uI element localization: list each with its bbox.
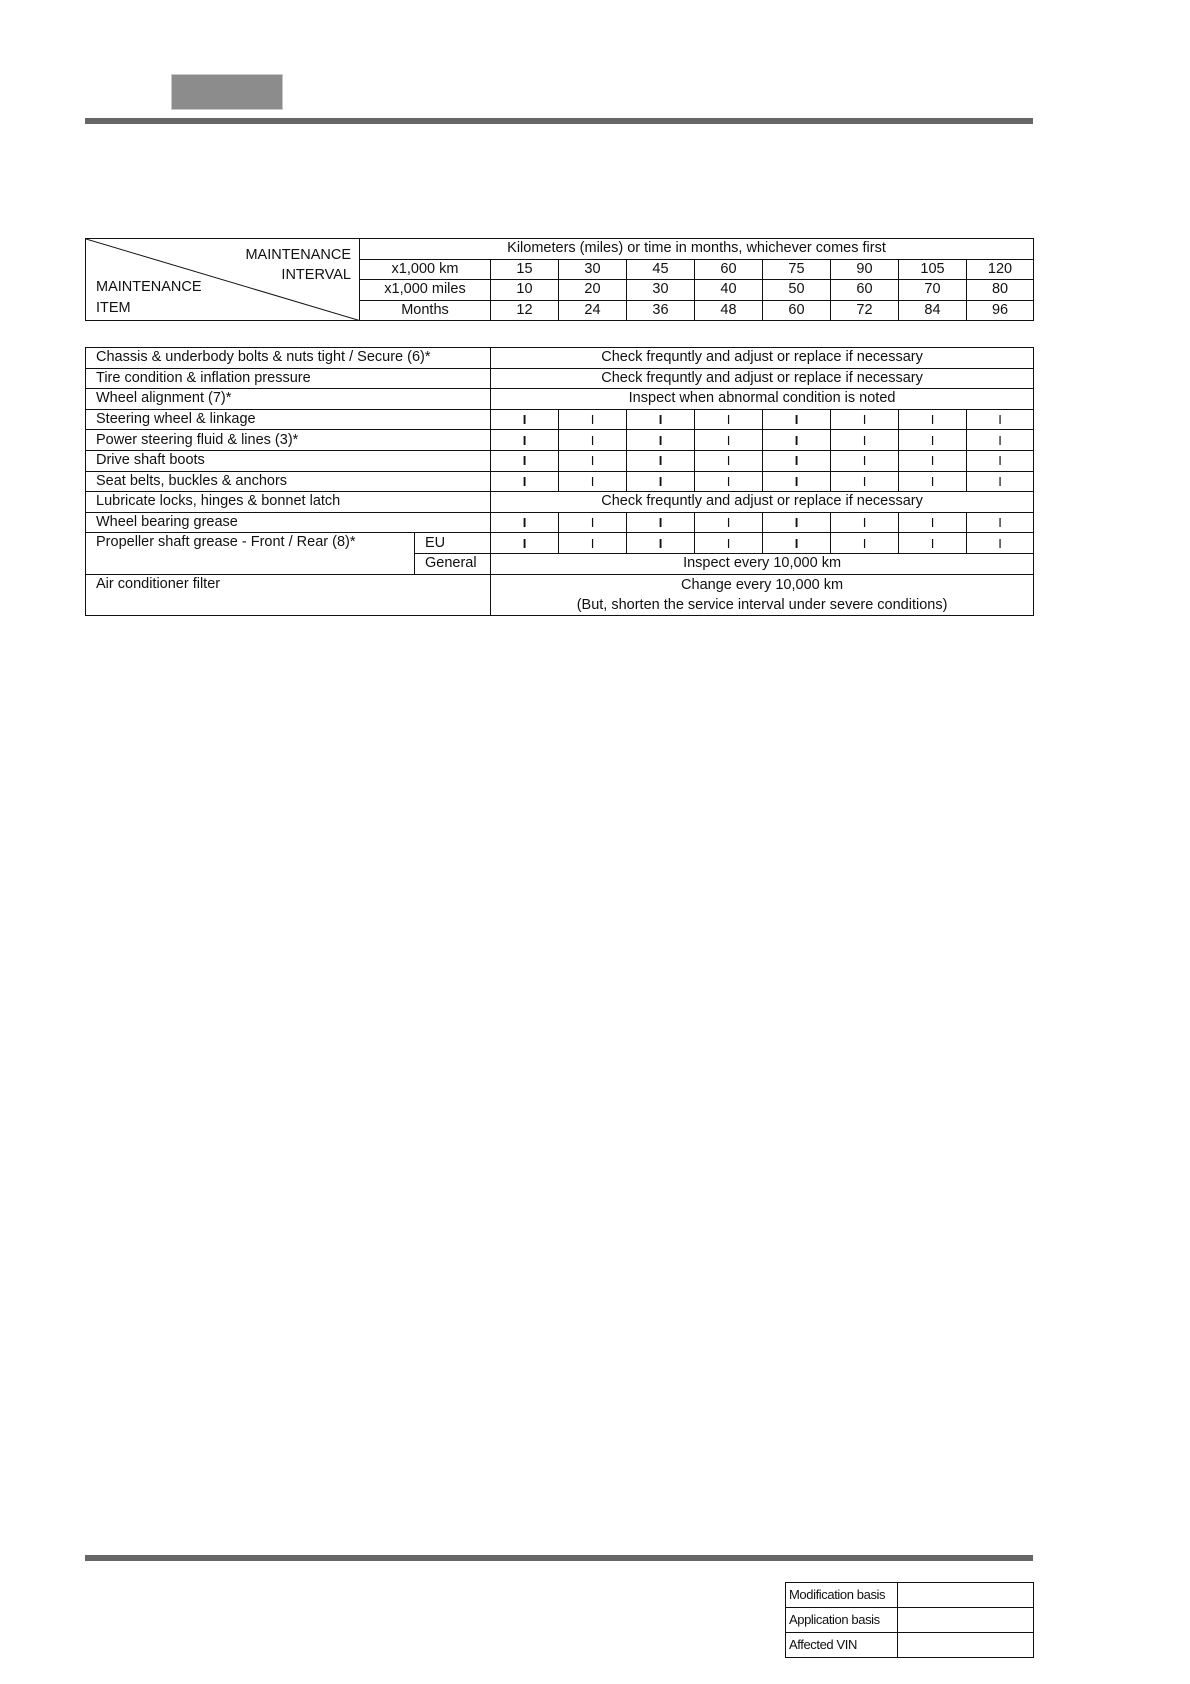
- inspect-mark: I: [559, 533, 627, 554]
- corner-bottom-line2: ITEM: [96, 300, 131, 316]
- inspect-mark: I: [763, 533, 831, 554]
- inspect-mark: I: [491, 409, 559, 430]
- inspect-mark: I: [899, 471, 967, 492]
- item-name: Drive shaft boots: [86, 450, 491, 471]
- item-name: Steering wheel & linkage: [86, 409, 491, 430]
- inspect-mark: I: [627, 471, 695, 492]
- interval-label: Months: [360, 300, 491, 321]
- inspect-mark: I: [899, 450, 967, 471]
- item-name: Wheel bearing grease: [86, 512, 491, 533]
- footer-value: [898, 1583, 1034, 1608]
- table-row: [86, 471, 1034, 492]
- table-row: [86, 492, 1034, 513]
- interval-value: 84: [899, 300, 967, 321]
- inspect-mark: I: [831, 430, 899, 451]
- inspect-mark: I: [559, 471, 627, 492]
- interval-value: 48: [695, 300, 763, 321]
- interval-value: 30: [559, 259, 627, 280]
- revision-info-table: [785, 1582, 1034, 1658]
- inspect-mark: I: [695, 409, 763, 430]
- inspect-mark: I: [967, 512, 1034, 533]
- item-name: Air conditioner filter: [86, 574, 491, 615]
- interval-value: 90: [831, 259, 899, 280]
- inspect-mark: I: [899, 430, 967, 451]
- item-name: Tire condition & inflation pressure: [86, 368, 491, 389]
- item-name: Propeller shaft grease - Front / Rear (8)*: [86, 533, 415, 574]
- table-row: [86, 348, 1034, 369]
- interval-label: x1,000 km: [360, 259, 491, 280]
- interval-value: 60: [831, 280, 899, 301]
- inspect-mark: I: [627, 512, 695, 533]
- inspect-mark: I: [627, 409, 695, 430]
- item-span-note: Inspect every 10,000 km: [491, 553, 1034, 574]
- inspect-mark: I: [627, 430, 695, 451]
- interval-value: 120: [967, 259, 1034, 280]
- interval-value: 36: [627, 300, 695, 321]
- interval-value: 50: [763, 280, 831, 301]
- item-span-note: [491, 574, 1034, 615]
- item-name: Wheel alignment (7)*: [86, 389, 491, 410]
- footer-value: [898, 1608, 1034, 1633]
- corner-header-cell: [86, 239, 360, 321]
- inspect-mark: I: [491, 512, 559, 533]
- inspect-mark: I: [559, 512, 627, 533]
- inspect-mark: I: [899, 409, 967, 430]
- item-span-note: Check frequntly and adjust or replace if necessary: [491, 492, 1034, 513]
- inspect-mark: I: [763, 409, 831, 430]
- inspect-mark: I: [559, 430, 627, 451]
- footer-label: Application basis: [786, 1608, 898, 1633]
- interval-value: 15: [491, 259, 559, 280]
- inspect-mark: I: [967, 430, 1034, 451]
- inspect-mark: I: [967, 533, 1034, 554]
- inspect-mark: I: [967, 409, 1034, 430]
- interval-value: 40: [695, 280, 763, 301]
- interval-label: x1,000 miles: [360, 280, 491, 301]
- top-rule: [85, 118, 1033, 124]
- inspect-mark: I: [763, 430, 831, 451]
- inspect-mark: I: [491, 450, 559, 471]
- inspect-mark: I: [763, 450, 831, 471]
- table-row: [86, 430, 1034, 451]
- interval-value: 105: [899, 259, 967, 280]
- interval-value: 12: [491, 300, 559, 321]
- item-name: Power steering fluid & lines (3)*: [86, 430, 491, 451]
- interval-value: 75: [763, 259, 831, 280]
- table-row: [786, 1633, 1034, 1658]
- sub-item-label: General: [415, 553, 491, 574]
- inspect-mark: I: [695, 430, 763, 451]
- inspect-mark: I: [763, 512, 831, 533]
- table-row: [86, 450, 1034, 471]
- inspect-mark: I: [899, 533, 967, 554]
- interval-value: 24: [559, 300, 627, 321]
- table-row: [786, 1608, 1034, 1633]
- corner-bottom-line1: MAINTENANCE: [96, 279, 202, 295]
- note-line-1: Change every 10,000 km: [681, 576, 844, 593]
- inspect-mark: I: [559, 450, 627, 471]
- note-line-2: (But, shorten the service interval under severe conditions): [576, 596, 948, 613]
- table-row: [86, 409, 1034, 430]
- inspect-mark: I: [831, 450, 899, 471]
- item-span-note: Check frequntly and adjust or replace if necessary: [491, 368, 1034, 389]
- footer-label: Modification basis: [786, 1583, 898, 1608]
- interval-value: 45: [627, 259, 695, 280]
- maintenance-items-table: [85, 347, 1034, 616]
- inspect-mark: I: [695, 512, 763, 533]
- table-row: [86, 533, 1034, 554]
- header-tab: [171, 74, 283, 110]
- interval-value: 30: [627, 280, 695, 301]
- inspect-mark: I: [491, 430, 559, 451]
- corner-top-line1: MAINTENANCE: [245, 247, 351, 263]
- interval-span-title: Kilometers (miles) or time in months, whichever comes first: [360, 239, 1034, 260]
- interval-table: [85, 238, 1034, 321]
- table-row: [86, 574, 1034, 615]
- sub-item-label: EU: [415, 533, 491, 554]
- inspect-mark: I: [831, 533, 899, 554]
- bottom-rule: [85, 1555, 1033, 1561]
- table-row: [86, 389, 1034, 410]
- inspect-mark: I: [627, 450, 695, 471]
- inspect-mark: I: [967, 450, 1034, 471]
- item-name: Seat belts, buckles & anchors: [86, 471, 491, 492]
- inspect-mark: I: [763, 471, 831, 492]
- interval-value: 10: [491, 280, 559, 301]
- inspect-mark: I: [695, 471, 763, 492]
- interval-value: 60: [695, 259, 763, 280]
- inspect-mark: I: [967, 471, 1034, 492]
- interval-value: 96: [967, 300, 1034, 321]
- inspect-mark: I: [627, 533, 695, 554]
- inspect-mark: I: [491, 471, 559, 492]
- inspect-mark: I: [491, 533, 559, 554]
- footer-value: [898, 1633, 1034, 1658]
- item-name: Lubricate locks, hinges & bonnet latch: [86, 492, 491, 513]
- table-row: [86, 512, 1034, 533]
- footer-label: Affected VIN: [786, 1633, 898, 1658]
- item-span-note: Inspect when abnormal condition is noted: [491, 389, 1034, 410]
- corner-top-line2: INTERVAL: [281, 267, 351, 283]
- item-span-note: Check frequntly and adjust or replace if necessary: [491, 348, 1034, 369]
- interval-value: 60: [763, 300, 831, 321]
- inspect-mark: I: [899, 512, 967, 533]
- interval-value: 20: [559, 280, 627, 301]
- table-row: [86, 368, 1034, 389]
- inspect-mark: I: [831, 512, 899, 533]
- interval-value: 80: [967, 280, 1034, 301]
- inspect-mark: I: [831, 409, 899, 430]
- inspect-mark: I: [695, 533, 763, 554]
- item-name: Chassis & underbody bolts & nuts tight / Secure (6)*: [86, 348, 491, 369]
- inspect-mark: I: [695, 450, 763, 471]
- interval-value: 72: [831, 300, 899, 321]
- interval-value: 70: [899, 280, 967, 301]
- inspect-mark: I: [831, 471, 899, 492]
- inspect-mark: I: [559, 409, 627, 430]
- table-row: [786, 1583, 1034, 1608]
